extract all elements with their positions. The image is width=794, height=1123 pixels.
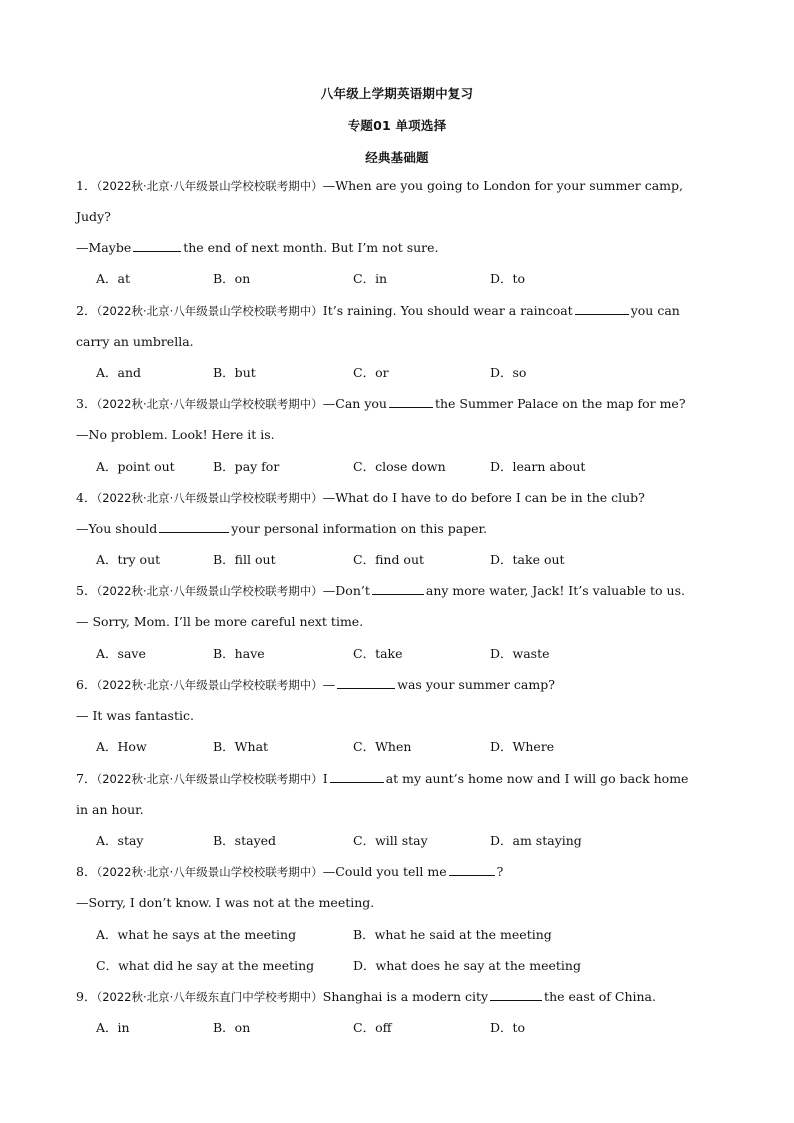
question-6-stem-line2: — It was fantastic. (76, 708, 194, 723)
question-text: —Can you (322, 396, 387, 411)
option-a: A．How (96, 739, 147, 754)
question-text: your personal information on this paper. (231, 521, 488, 536)
question-source: （2022秋·北京·八年级东直门中学校考期中） (96, 990, 323, 1004)
answer-blank (372, 583, 424, 595)
question-4-stem-line2 (76, 521, 716, 537)
option-c: C．or (353, 365, 389, 380)
question-source: （2022秋·北京·八年级景山学校校联考期中） (96, 584, 323, 598)
question-number: 2． (76, 303, 97, 318)
option-a: A．and (96, 365, 142, 380)
question-9-stem (76, 989, 716, 1005)
option-b: B．on (213, 1020, 251, 1035)
question-text: was your summer camp? (397, 677, 555, 692)
option-c: C．will stay (353, 833, 428, 848)
answer-blank (449, 864, 495, 876)
option-d: D．so (490, 365, 527, 380)
topic-title: 专题01 单项选择 (347, 118, 447, 133)
option-d: D．to (490, 1020, 526, 1035)
answer-blank (133, 240, 181, 252)
question-source: （2022秋·北京·八年级景山学校校联考期中） (96, 772, 323, 786)
answer-blank (575, 303, 629, 315)
question-text: It’s raining. You should wear a raincoat (322, 303, 573, 318)
question-number: 9． (76, 989, 97, 1004)
option-c: C．off (353, 1020, 392, 1035)
option-a: A．try out (96, 552, 161, 567)
question-text: —Don’t (322, 583, 370, 598)
question-1-stem (76, 178, 716, 194)
question-source: （2022秋·北京·八年级景山学校校联考期中） (96, 491, 323, 505)
question-5-stem-line2: — Sorry, Mom. I’ll be more careful next time. (76, 614, 364, 629)
question-text: the Summer Palace on the map for me? (434, 396, 686, 411)
answer-blank (337, 677, 395, 689)
question-number: 1． (76, 178, 97, 193)
question-source: （2022秋·北京·八年级景山学校校联考期中） (96, 678, 323, 692)
option-b: B．but (213, 365, 256, 380)
option-c: C．close down (353, 459, 446, 474)
question-number: 7． (76, 771, 97, 786)
question-2-stem (76, 303, 716, 319)
question-source: （2022秋·北京·八年级景山学校校联考期中） (96, 179, 323, 193)
option-d: D．to (490, 271, 526, 286)
option-b: B．on (213, 271, 251, 286)
answer-blank (330, 771, 384, 783)
question-text: —What do I have to do before I can be in the club? (322, 490, 645, 505)
option-c: C．take (353, 646, 403, 661)
option-b: B．What (213, 739, 269, 754)
option-b: B．fill out (213, 552, 276, 567)
answer-blank (389, 396, 433, 408)
question-number: 4． (76, 490, 97, 505)
question-3-stem-line2: —No problem. Look! Here it is. (76, 427, 275, 442)
section-title: 经典基础题 (365, 150, 429, 165)
option-b: B．have (213, 646, 265, 661)
question-1-stem-line2: Judy? (76, 209, 111, 224)
question-text: —Maybe (76, 240, 132, 255)
question-8-stem-line2: —Sorry, I don’t know. I was not at the meeting. (76, 895, 375, 910)
option-d: D．learn about (490, 459, 586, 474)
question-text: you can (630, 303, 680, 318)
option-a: A．at (96, 271, 131, 286)
question-number: 6． (76, 677, 97, 692)
option-c: C．what did he say at the meeting (96, 958, 315, 973)
option-d: D．Where (490, 739, 555, 754)
question-2-stem-line2: carry an umbrella. (76, 334, 194, 349)
question-text: the east of China. (544, 989, 656, 1004)
option-a: A．stay (96, 833, 144, 848)
question-text: —You should (76, 521, 158, 536)
document-title: 八年级上学期英语期中复习 (320, 86, 474, 101)
option-c: C．When (353, 739, 412, 754)
option-b: B．pay for (213, 459, 280, 474)
option-a: A．save (96, 646, 146, 661)
question-7-stem (76, 771, 716, 787)
question-4-stem (76, 490, 716, 506)
question-3-stem (76, 396, 716, 412)
question-text: the end of next month. But I’m not sure. (183, 240, 439, 255)
option-b: B．stayed (213, 833, 277, 848)
question-number: 5． (76, 583, 97, 598)
option-a: A．in (96, 1020, 130, 1035)
question-text: any more water, Jack! It’s valuable to us. (425, 583, 685, 598)
question-text: ? (496, 864, 504, 879)
option-d: D．what does he say at the meeting (353, 958, 581, 973)
question-source: （2022秋·北京·八年级景山学校校联考期中） (96, 304, 323, 318)
option-a: A．point out (96, 459, 175, 474)
question-text: —When are you going to London for your summer camp, (322, 178, 683, 193)
question-7-stem-line2: in an hour. (76, 802, 144, 817)
answer-blank (159, 521, 229, 533)
question-text: Shanghai is a modern city (322, 989, 489, 1004)
option-d: D．take out (490, 552, 565, 567)
option-d: D．waste (490, 646, 550, 661)
question-6-stem (76, 677, 716, 693)
question-source: （2022秋·北京·八年级景山学校校联考期中） (96, 865, 323, 879)
option-d: D．am staying (490, 833, 582, 848)
question-text: at my aunt’s home now and I will go back home (385, 771, 689, 786)
question-source: （2022秋·北京·八年级景山学校校联考期中） (96, 397, 323, 411)
option-b: B．what he said at the meeting (353, 927, 552, 942)
option-c: C．in (353, 271, 388, 286)
question-text: — (322, 677, 336, 692)
question-text: —Could you tell me (322, 864, 447, 879)
question-1-stem-line3 (76, 240, 716, 256)
answer-blank (490, 989, 542, 1001)
question-number: 3． (76, 396, 97, 411)
question-5-stem (76, 583, 716, 599)
question-number: 8． (76, 864, 97, 879)
question-8-stem (76, 864, 716, 880)
option-c: C．find out (353, 552, 425, 567)
question-text: I (322, 771, 328, 786)
option-a: A．what he says at the meeting (96, 927, 297, 942)
